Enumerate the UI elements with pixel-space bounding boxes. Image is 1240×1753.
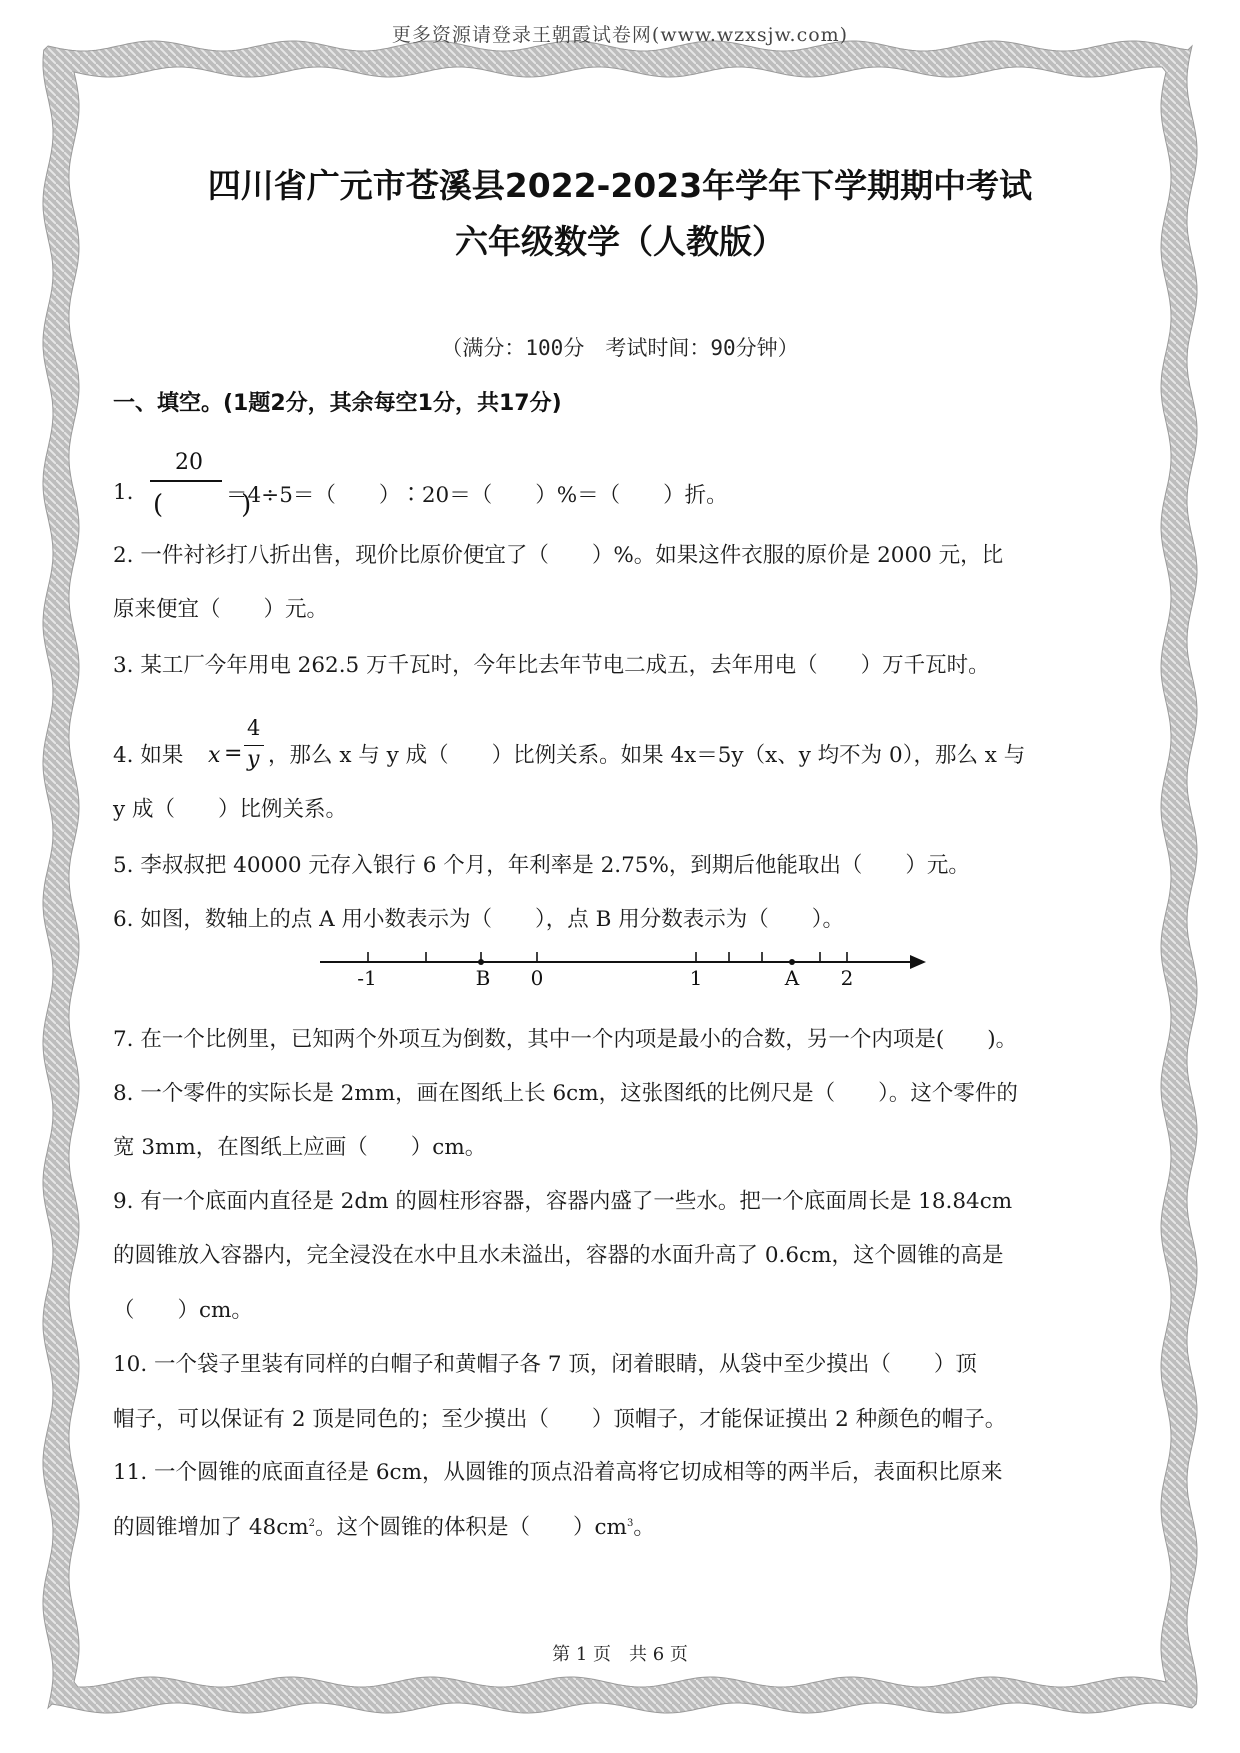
tick-label-0: 0 xyxy=(530,966,544,990)
q1-text: ＝4÷5＝（ ）∶20＝（ ）%＝（ ）折。 xyxy=(226,483,728,508)
q8-line1: 8. 一个零件的实际长是 2mm，画在图纸上长 6cm，这张图纸的比例尺是（ ）。这个零件的 xyxy=(113,1081,1018,1106)
q4-variable-x: x xyxy=(208,743,221,768)
q4-text: ，那么 x 与 y 成（ ）比例关系。如果 4x＝5y（x、y 均不为 0），那么 x 与 xyxy=(268,743,1026,768)
exam-meta: （满分：100分 考试时间：90分钟） xyxy=(441,336,799,360)
q5-text: 5. 李叔叔把 40000 元存入银行 6 个月，年利率是 2.75%，到期后他能取出（ ）元。 xyxy=(113,853,970,878)
watermark: 更多资源请登录王朝霞试卷网(www.wzxsjw.com) xyxy=(391,24,849,46)
q11-text-b: 。这个圆锥的体积是（ ）cm xyxy=(315,1515,627,1540)
exam-subtitle: 六年级数学（人教版） xyxy=(455,222,785,261)
q6-text: 6. 如图，数轴上的点 A 用小数表示为（ ），点 B 用分数表示为（ ）。 xyxy=(113,907,845,932)
tick-label-1: 1 xyxy=(689,966,703,990)
q3-text: 3. 某工厂今年用电 262.5 万千瓦时，今年比去年节电二成五，去年用电（ ）万千瓦时。 xyxy=(113,653,990,678)
q2-line1: 2. 一件衬衫打八折出售，现价比原价便宜了（ ）%。如果这件衣服的原价是 2000 元，比 xyxy=(113,543,1004,568)
q11-sup-b: 3 xyxy=(626,1517,634,1529)
q4-line2: y 成（ ）比例关系。 xyxy=(113,797,347,822)
q1-fraction-denominator: ( ) xyxy=(153,490,278,520)
q11-line2 xyxy=(113,1510,655,1541)
q2-line2: 原来便宜（ ）元。 xyxy=(113,597,329,622)
q9-line3: （ ）cm。 xyxy=(113,1298,253,1323)
tick-label-b: B xyxy=(475,966,491,990)
q10-line2: 帽子，可以保证有 2 顶是同色的；至少摸出（ ）顶帽子，才能保证摸出 2 种颜色的帽子。 xyxy=(113,1407,1007,1432)
q1-label: 1. xyxy=(113,480,134,505)
q9-line1: 9. 有一个底面内直径是 2dm 的圆柱形容器，容器内盛了一些水。把一个底面周长是 18.84cm xyxy=(113,1189,1013,1214)
q8-line2: 宽 3mm，在图纸上应画（ ）cm。 xyxy=(113,1135,487,1160)
q4-fraction-numerator: 4 xyxy=(247,716,261,740)
section-heading: 一、填空。(1题2分，其余每空1分，共17分) xyxy=(113,391,562,416)
q7-text: 7. 在一个比例里，已知两个外项互为倒数，其中一个内项是最小的合数，另一个内项是( )。 xyxy=(113,1027,1018,1052)
q11-sup-a: 2 xyxy=(308,1517,315,1529)
exam-title: 四川省广元市苍溪县2022-2023年学年下学期期中考试 xyxy=(207,166,1033,205)
q9-line2: 的圆锥放入容器内，完全浸没在水中且水未溢出，容器的水面升高了 0.6cm，这个圆锥的高是 xyxy=(113,1243,1004,1268)
tick-label-a: A xyxy=(784,966,800,990)
point-b xyxy=(478,959,484,965)
q4-fraction-denominator: y xyxy=(247,747,260,772)
q4-equals: = xyxy=(224,741,243,766)
tick-label-2: 2 xyxy=(840,966,854,990)
tick-label-minus-1: -1 xyxy=(357,966,377,990)
q1-fraction-numerator: 20 xyxy=(175,450,203,475)
page-footer: 第 1 页 共 6 页 xyxy=(552,1644,688,1665)
q4-label: 4. 如果 xyxy=(113,743,184,768)
q11-text-c: 。 xyxy=(633,1515,655,1540)
point-a xyxy=(789,959,795,965)
q11-line1: 11. 一个圆锥的底面直径是 6cm，从圆锥的顶点沿着高将它切成相等的两半后，表面积比原来 xyxy=(113,1460,1003,1485)
q11-text-a: 的圆锥增加了 48cm xyxy=(113,1515,309,1540)
q10-line1: 10. 一个袋子里装有同样的白帽子和黄帽子各 7 顶，闭着眼睛，从袋中至少摸出（ ）顶 xyxy=(113,1352,977,1377)
